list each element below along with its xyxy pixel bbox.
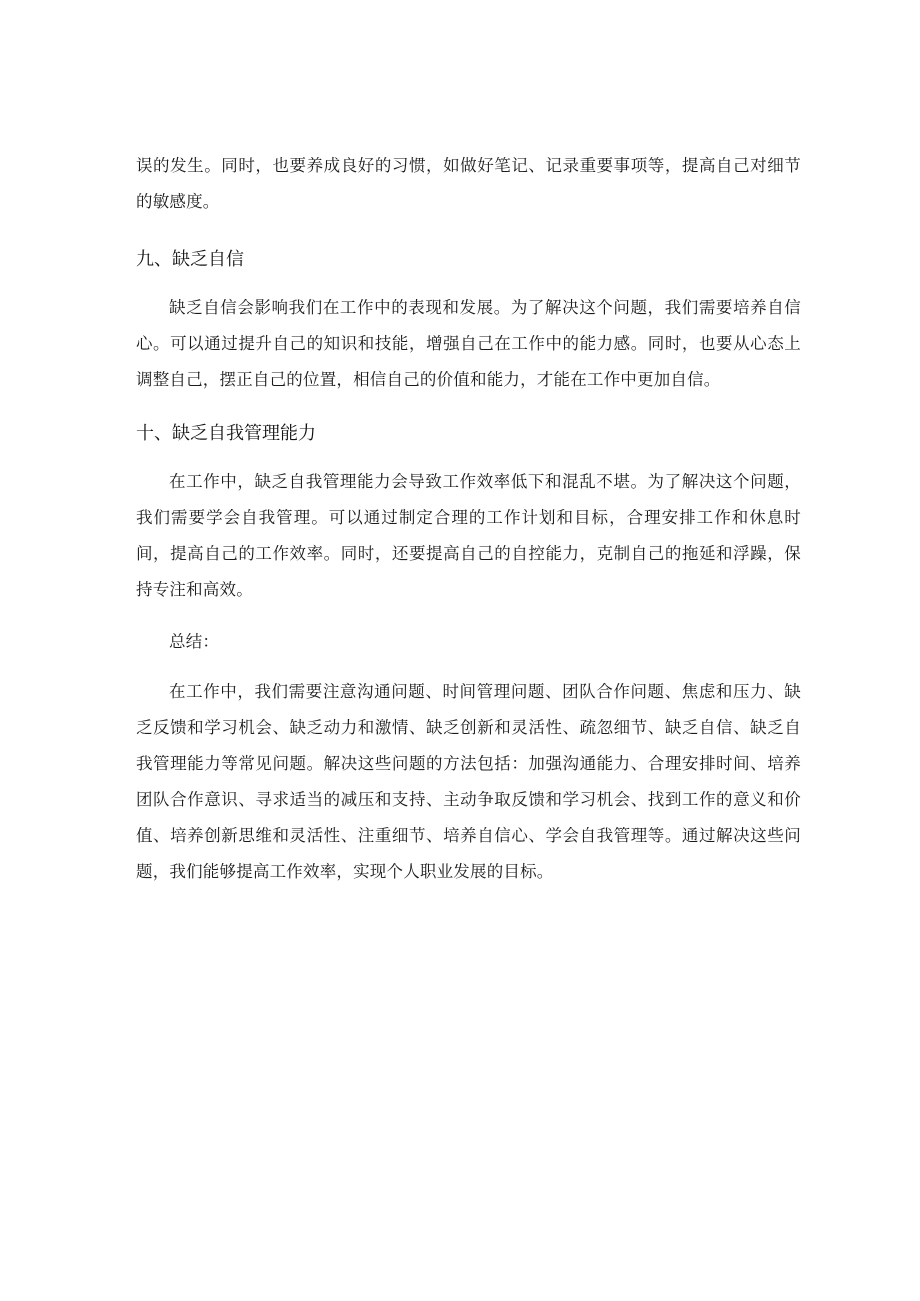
summary-body: 在工作中，我们需要注意沟通问题、时间管理问题、团队合作问题、焦虑和压力、缺乏反馈和学习机会、缺乏动力和激情、缺乏创新和灵活性、疏忽细节、缺乏自信、缺乏自我管理能力等常见问题。解决这些问题的方法包括：加强沟通能力、合理安排时间、培养团队合作意识、寻求适当的减压和支持、主动争取反馈和学习机会、找到工作的意义和价值、培养创新思维和灵活性、注重细节、培养自信心、学会自我管理等。通过解决这些问题，我们能够提高工作效率，实现个人职业发展的目标。 bbox=[136, 682, 801, 881]
section-10-heading: 十、缺乏自我管理能力 bbox=[136, 423, 316, 444]
continuation-paragraph: 误的发生。同时，也要养成良好的习惯，如做好笔记、记录重要事项等，提高自己对细节的敏感度。 bbox=[136, 156, 801, 211]
section-10-body: 在工作中，缺乏自我管理能力会导致工作效率低下和混乱不堪。为了解决这个问题，我们需要学会自我管理。可以通过制定合理的工作计划和目标，合理安排工作和休息时间，提高自己的工作效率。同时，还要提高自己的自控能力，克制自己的拖延和浮躁，保持专注和高效。 bbox=[136, 472, 801, 599]
section-9-body: 缺乏自信会影响我们在工作中的表现和发展。为了解决这个问题，我们需要培养自信心。可以通过提升自己的知识和技能，增强自己在工作中的能力感。同时，也要从心态上调整自己，摆正自己的位置，相信自己的价值和能力，才能在工作中更加自信。 bbox=[136, 298, 801, 389]
summary-label: 总结： bbox=[169, 632, 220, 651]
document-page bbox=[136, 148, 801, 890]
section-9-heading: 九、缺乏自信 bbox=[136, 249, 244, 270]
